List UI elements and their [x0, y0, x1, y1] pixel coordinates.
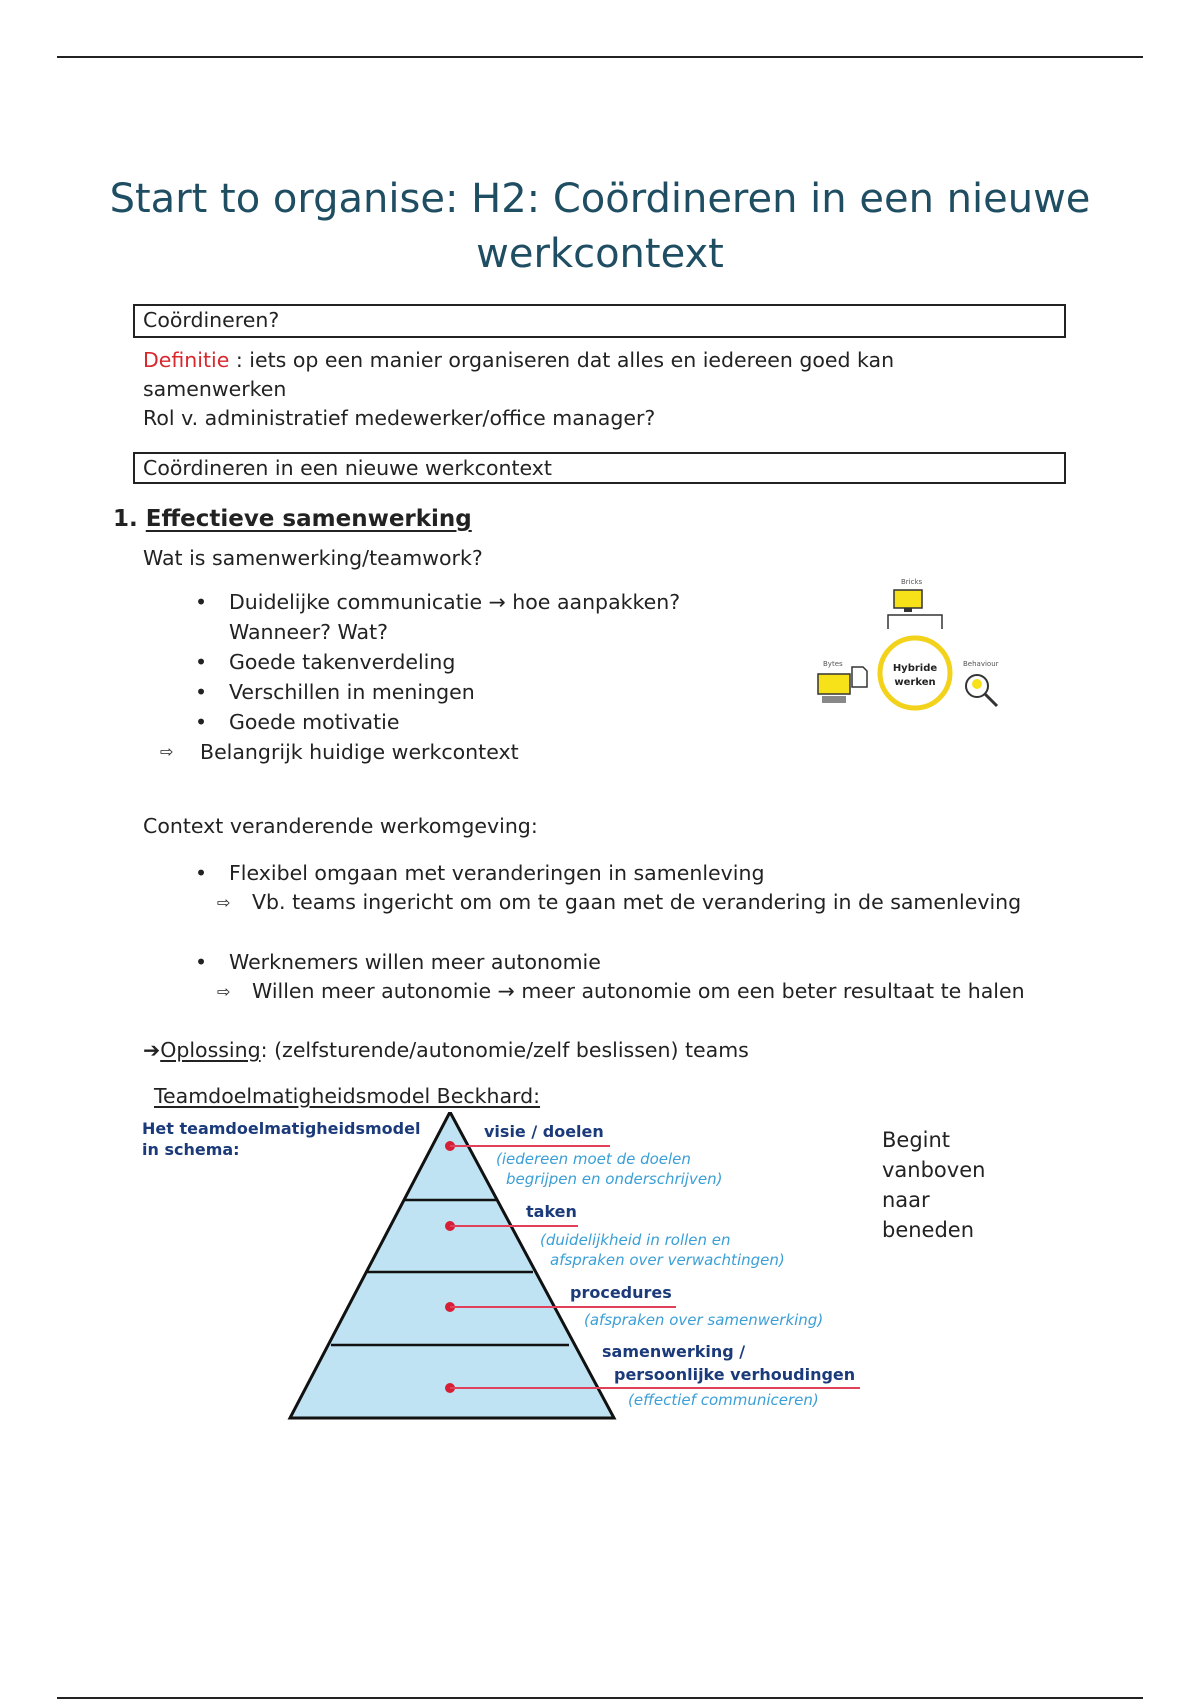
level-desc: (iedereen moet de doelen — [496, 1150, 691, 1168]
solution-line — [143, 1036, 749, 1065]
svg-text:in schema:: in schema: — [142, 1140, 240, 1159]
box-coordineren-label: Coördineren? — [143, 308, 280, 332]
arrow-note — [160, 737, 519, 767]
definition-label: Definitie — [143, 348, 230, 372]
context-heading: Context veranderende werkomgeving: — [143, 814, 538, 838]
level-desc: (effectief communiceren) — [628, 1391, 819, 1409]
list-item — [143, 647, 743, 677]
role-question: Rol v. administratief medewerker/office manager? — [143, 406, 656, 430]
sub-text: Vb. teams ingericht om om te gaan met de verandering in de samenleving — [252, 890, 1022, 914]
svg-text:afspraken over verwachtingen): afspraken over verwachtingen) — [550, 1251, 785, 1269]
context-sub-2 — [217, 977, 1072, 1006]
label-bricks: Bricks — [901, 578, 923, 586]
bullet-text: Werknemers willen meer autonomie — [229, 950, 601, 974]
schema-label: Het teamdoelmatigheidsmodel — [142, 1119, 421, 1138]
box-coordineren — [133, 304, 1066, 338]
label-bytes: Bytes — [823, 660, 843, 668]
bullet-icon: • — [195, 650, 208, 674]
section-title: Effectieve samenwerking — [145, 506, 472, 532]
bullet-text: Goede motivatie — [229, 710, 400, 734]
bullet-icon: • — [195, 710, 208, 734]
level-title: procedures — [570, 1283, 672, 1302]
model-heading: Teamdoelmatigheidsmodel Beckhard: — [154, 1084, 541, 1108]
svg-text:persoonlijke verhoudingen: persoonlijke verhoudingen — [614, 1365, 856, 1384]
bottom-rule — [57, 1697, 1143, 1699]
bullet-text: Flexibel omgaan met veranderingen in samenleving — [229, 861, 765, 885]
definition-text: : iets op een manier organiseren dat alles en iedereen goed kan samenwerken — [143, 348, 895, 401]
level-title: visie / doelen — [484, 1122, 604, 1141]
section-heading — [113, 504, 472, 534]
bullet-icon: • — [195, 861, 208, 885]
box-nieuwe-werkcontext — [133, 452, 1066, 484]
arrow-icon: ⇨ — [160, 742, 174, 761]
bullet-text: Duidelijke communicatie → hoe aanpakken? Wanneer? Wat? — [229, 590, 681, 644]
context-sub-1 — [217, 888, 1072, 917]
monitor-icon — [894, 590, 922, 608]
svg-text:werken: werken — [894, 677, 936, 688]
arrow-icon: ⇨ — [217, 982, 231, 1001]
arrow-icon: ➔ — [143, 1038, 161, 1062]
context-bullets — [143, 858, 1043, 888]
hybrid-work-diagram — [800, 563, 1010, 733]
desk-icon — [888, 615, 942, 629]
page-title: Start to organise: H2: Coördineren in een nieuwe werkcontext — [109, 176, 1091, 277]
context-bullets-2 — [143, 947, 1043, 977]
bullet-text: Verschillen in meningen — [229, 680, 475, 704]
computer-icon — [818, 674, 850, 694]
document-icon — [852, 667, 867, 687]
bullet-text: Goede takenverdeling — [229, 650, 456, 674]
level-title: taken — [526, 1202, 577, 1221]
arrow-icon: ⇨ — [217, 893, 231, 912]
hybrid-center-label: Hybride — [892, 663, 938, 674]
side-note: Begint vanboven naar beneden — [882, 1128, 986, 1242]
top-rule — [57, 56, 1143, 58]
bullet-icon: • — [195, 680, 208, 704]
list-item — [143, 707, 743, 737]
arrow-note-text: Belangrijk huidige werkcontext — [200, 740, 519, 764]
list-item — [143, 947, 1043, 977]
solution-text: : (zelfsturende/autonomie/zelf beslissen) teams — [260, 1038, 749, 1062]
list-item — [143, 677, 743, 707]
level-desc: (afspraken over samenwerking) — [584, 1311, 824, 1329]
sub-text: Willen meer autonomie → meer autonomie om een beter resultaat te halen — [252, 979, 1025, 1003]
box-nieuwe-werkcontext-label: Coördineren in een nieuwe werkcontext — [143, 456, 552, 480]
solution-label: Oplossing — [160, 1038, 261, 1062]
level-title: samenwerking / — [602, 1342, 746, 1361]
level-desc: (duidelijkheid in rollen en — [540, 1231, 731, 1249]
bullet-icon: • — [195, 950, 208, 974]
teamwork-question: Wat is samenwerking/teamwork? — [143, 546, 483, 570]
list-item — [143, 858, 1043, 888]
bullet-icon: • — [195, 590, 208, 614]
svg-text:begrijpen en onderschrijven): begrijpen en onderschrijven) — [506, 1170, 723, 1188]
definition-block — [143, 346, 1013, 433]
label-behaviour: Behaviour — [963, 660, 999, 668]
section-number: 1. — [113, 506, 138, 532]
pyramid-diagram — [130, 1112, 890, 1432]
list-item — [143, 587, 743, 647]
teamwork-bullets — [143, 587, 743, 737]
